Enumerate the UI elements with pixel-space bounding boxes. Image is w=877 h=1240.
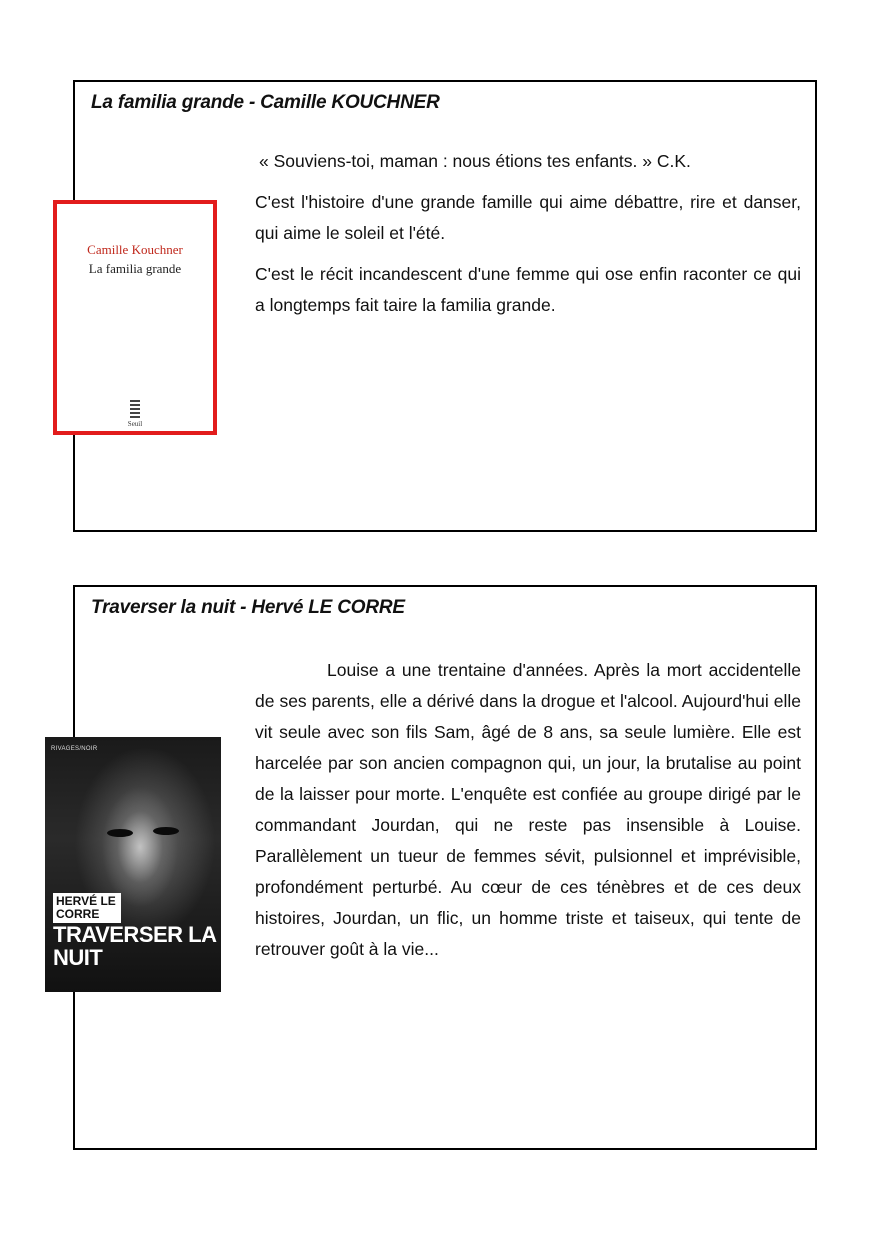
face-eye-icon	[153, 827, 179, 835]
cover-author: HERVÉ LE CORRE	[53, 893, 121, 923]
book-paragraph: Louise a une trentaine d'années. Après la mort accidentelle de ses parents, elle a dérivé dans la drogue et l'alcool. Aujourd'hui elle vit seule avec son fils Sam, âgé de 8 ans, sa seule lumière. Elle est harcelée par son ancien compagnon qui, un jour, la brutalise au point de la laisser pour morte. L'enquête est confiée au groupe dirigé par le commandant Jourdan, qui ne reste pas insensible à Louise. Parallèlement un tueur de femmes sévit, pulsionnel et imprévisible, profondément perturbé. Au cœur de ces ténèbres et de ces deux histoires, Jourdan, un flic, un homme triste et taiseux, qui tente de retrouver goût à la vie...	[255, 660, 801, 959]
cover-publisher: Seuil	[127, 420, 143, 428]
cover-series: RIVAGES/NOIR	[51, 746, 98, 752]
cover-author: Camille Kouchner	[87, 242, 183, 257]
book-paragraph: C'est le récit incandescent d'une femme qui ose enfin raconter ce qui a longtemps fait taire la familia grande.	[255, 264, 801, 315]
cover-title: La familia grande	[88, 261, 182, 276]
book-cover-traverser-la-nuit	[45, 737, 221, 992]
book-cover-familia-grande	[53, 200, 217, 435]
book-description	[255, 655, 801, 965]
book-title: La familia grande - Camille KOUCHNER	[91, 92, 440, 113]
book-quote: « Souviens-toi, maman : nous étions tes enfants. » C.K.	[259, 151, 691, 171]
book-description	[255, 146, 801, 331]
publisher-logo-icon	[130, 400, 140, 418]
cover-title: TRAVERSER LA NUIT	[53, 922, 216, 970]
book-paragraph: C'est l'histoire d'une grande famille qui aime débattre, rire et danser, qui aime le soleil et l'été.	[255, 192, 801, 243]
book-title: Traverser la nuit - Hervé LE CORRE	[91, 597, 405, 618]
face-eye-icon	[107, 829, 133, 837]
